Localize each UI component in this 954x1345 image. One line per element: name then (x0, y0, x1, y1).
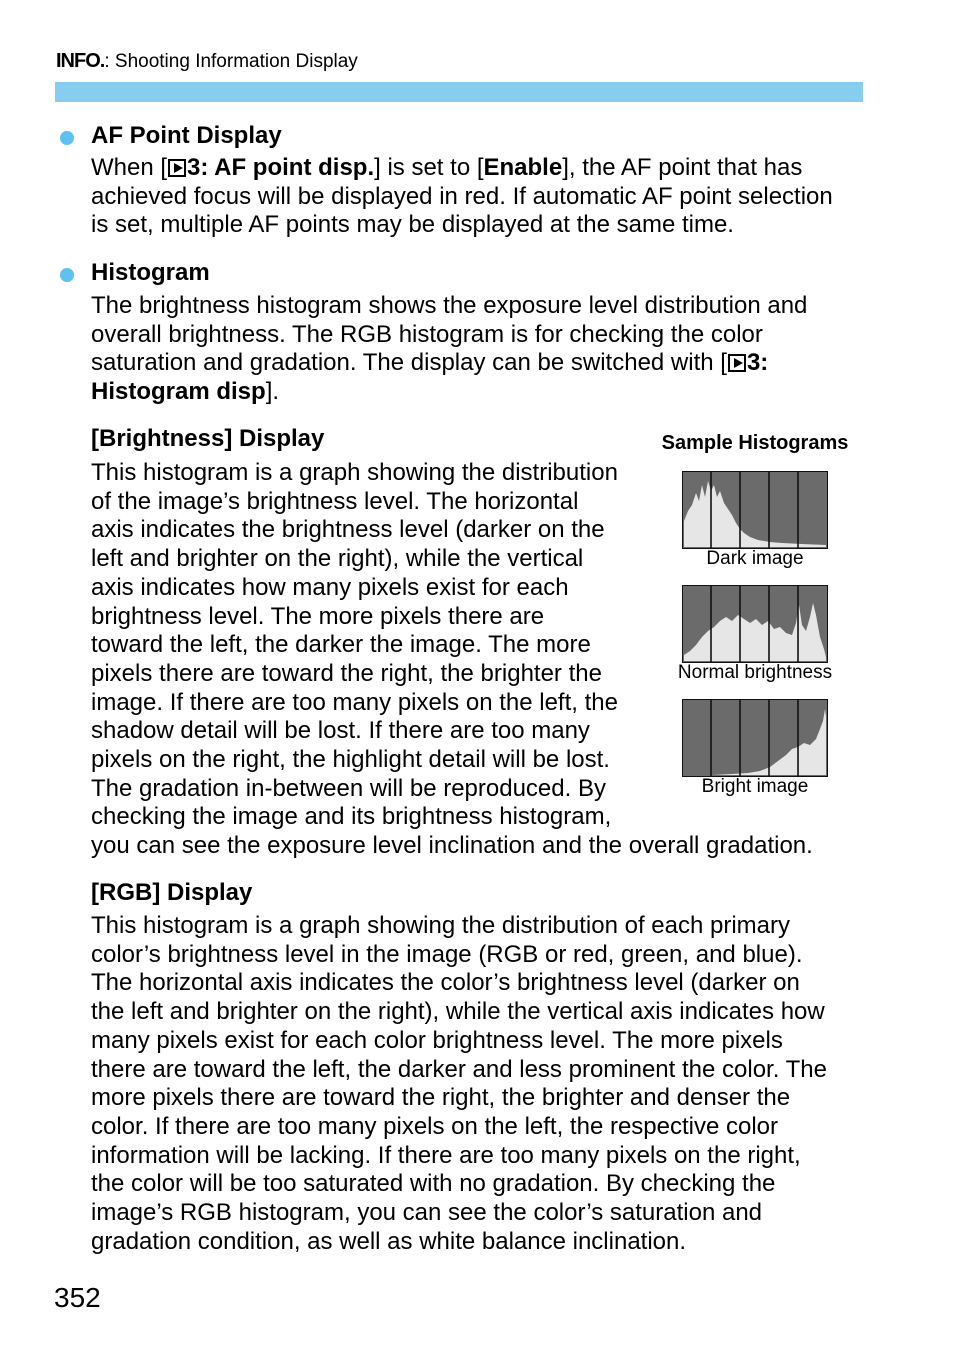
page-header (56, 50, 358, 73)
page-number: 352 (54, 1282, 101, 1313)
rgb-line: the color will be too saturated with no gradation. By checking the (91, 1170, 776, 1198)
histogram-line: The brightness histogram shows the exposure level distribution and (91, 292, 808, 319)
brightness-line: axis indicates the brightness level (darker on the (91, 516, 605, 544)
histogram-heading: Histogram (91, 259, 210, 286)
rgb-line: information will be lacking. If there are too many pixels on the right, (91, 1141, 801, 1169)
rgb-line: there are toward the left, the darker and less prominent the color. The (91, 1055, 827, 1083)
rgb-line: The horizontal axis indicates the color’s brightness level (darker on (91, 969, 800, 997)
brightness-line: of the image’s brightness level. The horizontal (91, 487, 579, 515)
header-bar (55, 82, 863, 102)
brightness-heading: [Brightness] Display (91, 425, 325, 452)
playback-icon (168, 159, 186, 177)
brightness-line: The gradation in-between will be reproduced. By (91, 774, 606, 802)
rgb-line: the left and brighter on the right), while the vertical axis indicates how (91, 998, 825, 1026)
af-line-3: is set, multiple AF points may be displayed at the same time. (91, 211, 734, 239)
bullet-icon (60, 131, 74, 145)
af-line-1: When [ 3: AF point disp.] is set to [Enable], the AF point that has (91, 154, 803, 181)
af-line-2: achieved focus will be displayed in red. If automatic AF point selection (91, 182, 833, 210)
af-heading: AF Point Display (91, 122, 282, 149)
rgb-line: gradation condition, as well as white balance inclination. (91, 1227, 687, 1255)
header-title: : Shooting Information Display (104, 51, 358, 72)
info-label: INFO. (56, 50, 105, 72)
brightness-line: checking the image and its brightness histogram, (91, 803, 612, 831)
histogram-normal-brightness (682, 585, 828, 663)
brightness-line: you can see the exposure level inclination and the overall gradation. (91, 832, 813, 860)
histogram-paragraph (91, 292, 881, 407)
playback-icon (728, 354, 746, 372)
rgb-line: many pixels exist for each color brightness level. The more pixels (91, 1026, 783, 1054)
brightness-line: pixels on the right, the highlight detail will be lost. (91, 746, 610, 774)
brightness-line: image. If there are too many pixels on the left, the (91, 688, 618, 716)
sample-histograms-title: Sample Histograms (661, 432, 849, 454)
af-paragraph (91, 154, 881, 240)
rgb-line: This histogram is a graph showing the distribution of each primary (91, 912, 790, 939)
brightness-line: axis indicates how many pixels exist for each (91, 573, 569, 601)
histogram-line: overall brightness. The RGB histogram is for checking the color (91, 320, 763, 348)
rgb-line: more pixels there are toward the right, the brighter and denser the (91, 1084, 791, 1112)
rgb-heading: [RGB] Display (91, 879, 253, 906)
brightness-line: brightness level. The more pixels there are (91, 602, 545, 630)
rgb-line: color’s brightness level in the image (RGB or red, green, and blue). (91, 940, 803, 968)
histogram-bright-image (682, 699, 828, 777)
brightness-line: shadow detail will be lost. If there are too many (91, 717, 590, 745)
rgb-line: color. If there are too many pixels on the left, the respective color (91, 1112, 779, 1140)
brightness-line: toward the left, the darker the image. The more (91, 631, 591, 659)
histogram-line: Histogram disp]. (91, 378, 280, 406)
caption-bright-image: Bright image (701, 776, 809, 797)
brightness-line: This histogram is a graph showing the distribution (91, 459, 618, 486)
caption-dark-image: Dark image (706, 548, 804, 569)
caption-normal-brightness: Normal brightness (677, 662, 833, 683)
histogram-dark-image (682, 471, 828, 549)
bullet-icon (60, 268, 74, 282)
brightness-line: pixels there are toward the right, the brighter the (91, 659, 602, 687)
rgb-paragraph (91, 912, 891, 1256)
brightness-line: left and brighter on the right), while the vertical (91, 545, 584, 573)
histogram-line: saturation and gradation. The display can be switched with [ 3: (91, 349, 769, 377)
rgb-line: image’s RGB histogram, you can see the color’s saturation and (91, 1199, 763, 1227)
